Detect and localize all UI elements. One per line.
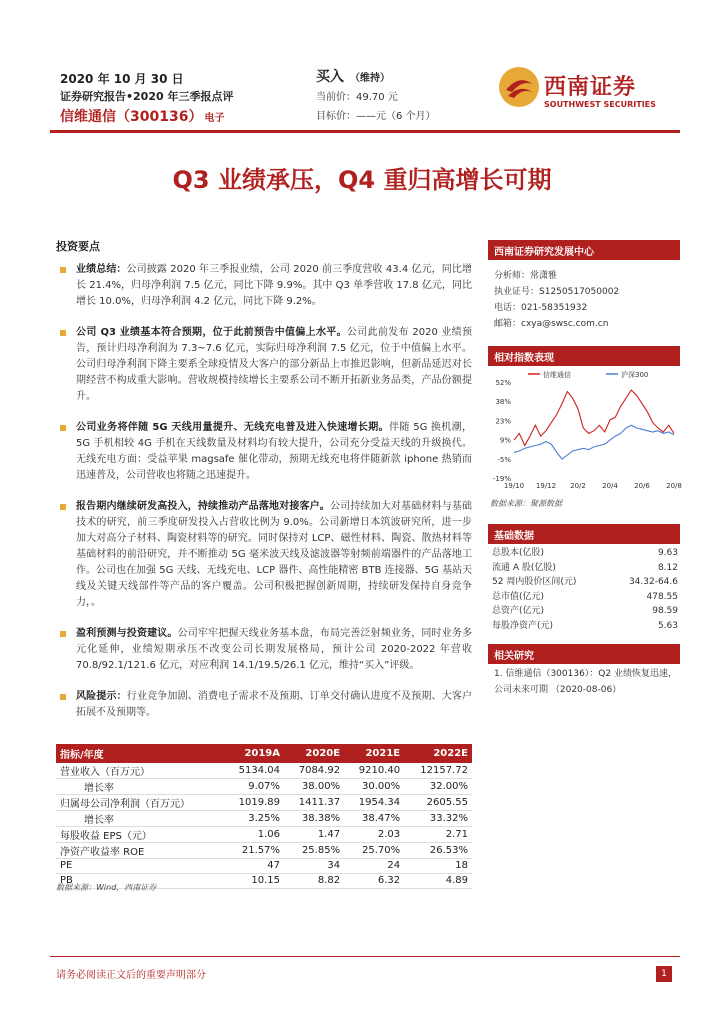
bullet-item — [56, 262, 472, 310]
x-tick-label: 19/10 — [503, 482, 525, 490]
series-line-1 — [514, 390, 674, 445]
table-row-label: PB — [56, 873, 224, 888]
table-header-cell: 指标/年度 — [56, 744, 224, 763]
y-tick-label: -19% — [492, 475, 511, 483]
x-tick-label: 20/8 — [666, 482, 682, 490]
financial-table — [56, 744, 472, 889]
table-cell: 8.82 — [284, 873, 344, 888]
table-cell: 38.47% — [344, 811, 404, 827]
base-data-value: 5.63 — [657, 620, 678, 631]
table-cell: 24 — [344, 859, 404, 874]
company-logo — [498, 66, 688, 122]
bullet-item — [56, 626, 472, 674]
table-cell: 26.53% — [404, 843, 472, 859]
bullet-item — [56, 689, 472, 721]
table-cell: 9.07% — [224, 779, 284, 795]
table-cell: 47 — [224, 859, 284, 874]
chart-source: 数据来源：聚源数据 — [490, 499, 562, 508]
base-data-row — [492, 575, 678, 590]
table-cell: 1954.34 — [344, 795, 404, 811]
financial-table-header — [56, 744, 472, 763]
analyst-line: 电话：021-58351932 — [494, 303, 588, 313]
analyst-line: 执业证号：S1250517050002 — [494, 287, 620, 297]
table-cell: 6.32 — [344, 873, 404, 888]
base-data-list — [492, 546, 678, 633]
bullet-item — [56, 420, 472, 484]
y-tick-label: -5% — [497, 455, 511, 464]
table-cell: 4.89 — [404, 873, 472, 888]
table-row-label: 净资产收益率 ROE — [56, 843, 224, 859]
bullet-body: 行业竞争加剧、消费电子需求不及预期、订单交付确认进度不及预期、大客户拓展不及预期等。 — [76, 691, 473, 718]
report-date: 2020 年 10 月 30 日 — [60, 72, 184, 86]
table-cell: 38.38% — [284, 811, 344, 827]
x-tick-label: 20/6 — [634, 482, 650, 490]
table-row-label: 归属母公司净利润（百万元） — [56, 795, 224, 811]
table-row — [56, 843, 472, 859]
bullet-head: 报告期内继续研发高投入，持续推动产品落地对接客户。 — [76, 501, 330, 512]
y-tick-label: 52% — [495, 379, 511, 387]
target-price: 目标价：——元（6 个月） — [316, 111, 436, 122]
section-head-investment: 投资要点 — [56, 240, 100, 253]
base-data-row — [492, 619, 678, 634]
company-name — [60, 106, 224, 126]
report-type: 证券研究报告•2020 年三季报点评 — [60, 90, 234, 103]
table-cell: 21.57% — [224, 843, 284, 859]
table-cell: 7084.92 — [284, 763, 344, 779]
base-data-row — [492, 561, 678, 576]
table-row — [56, 827, 472, 843]
base-data-label: 流通 A 股(亿股) — [492, 562, 556, 573]
table-cell: 1.47 — [284, 827, 344, 843]
table-row-label: 增长率 — [56, 779, 224, 795]
table-row-label: 营业收入（百万元） — [56, 763, 224, 779]
y-tick-label: 23% — [495, 417, 511, 426]
base-data-row — [492, 590, 678, 605]
bullet-body: 公司此前发布 2020 业绩预告，预计归母净利润为 7.3~7.6 亿元，实际归母净利润 7.5 亿元，位于中值偏上水平。公司归母净利润下降主要系全球疫情及大客户的部分新品上市推迟影响，但新品延迟对长期经营不构成重大影响。营收规模持续增长主要系公司不断开拓新业务品类，产品份额提升。 — [76, 327, 472, 402]
bullet-item — [56, 325, 472, 405]
bullet-head: 业绩总结： — [76, 264, 127, 275]
analyst-info — [494, 268, 619, 332]
table-cell: 25.85% — [284, 843, 344, 859]
table-header-cell: 2019A — [224, 744, 284, 763]
base-data-head: 基础数据 — [488, 524, 680, 544]
bullet-body: 公司持续加大对基础材料与基础技术的研究，前三季度研发投入占营收比例为 9.0%。公司新增日本筑波研究所，进一步加大对高分子材料、陶瓷材料等的研究。同时保持对 LCP、磁性材料、陶瓷、散热材料等基础材料的前沿研究，并不断推动 5G 毫米波天线及滤波器等射频前端器件的产品落地工作。公司也在加强 5G 天线、无线充电、LCP 器件、高性能精密 BTB 连接器、5G 基站天线及关键天线部件等产品的客户覆盖。公司积极把握创新周期，持续研发保持自身竞争力，。 — [76, 501, 473, 608]
related-item[interactable]: 1. 信维通信（300136）：Q2 业绩恢复迅速，公司未来可期 （2020-08-06） — [494, 669, 677, 695]
research-center-head: 西南证券研究发展中心 — [488, 240, 680, 260]
current-price: 当前价：49.70 元 — [316, 92, 398, 103]
rating — [316, 66, 390, 86]
table-cell: 2605.55 — [404, 795, 472, 811]
x-tick-label: 19/12 — [535, 482, 557, 490]
relative-index-head: 相对指数表现 — [488, 346, 680, 366]
footer-disclaimer: 请务必阅读正文后的重要声明部分 — [56, 970, 206, 981]
bullet-head: 风险提示： — [76, 691, 127, 702]
logo-mark-icon — [498, 66, 540, 108]
bullet-body: 伴随 5G 换机潮，5G 手机相较 4G 手机在天线数量及材料均有较大提升，公司充分受益天线的升级换代。无线充电方面：受益苹果 magsafe 催化带动，预期无线充电将伴随新款 iphone 热销而迅速普及，公司营收也将随之迅速提升。 — [76, 422, 473, 481]
table-cell: 34 — [284, 859, 344, 874]
table-cell: 25.70% — [344, 843, 404, 859]
report-title: Q3 业绩承压，Q4 重归高增长可期 — [172, 166, 552, 194]
y-tick-label: 9% — [499, 436, 511, 445]
table-row-label: 每股收益 EPS（元） — [56, 827, 224, 843]
table-cell: 12157.72 — [404, 763, 472, 779]
page-number: 1 — [656, 966, 672, 982]
table-cell: 5134.04 — [224, 763, 284, 779]
table-header-cell: 2021E — [344, 744, 404, 763]
x-tick-label: 20/2 — [570, 482, 586, 490]
base-data-row — [492, 546, 678, 561]
table-cell: 33.32% — [404, 811, 472, 827]
header-divider — [50, 130, 680, 133]
table-cell: 9210.40 — [344, 763, 404, 779]
table-cell: 10.15 — [224, 873, 284, 888]
legend-label: 沪深300 — [621, 371, 649, 379]
base-data-label: 总股本(亿股) — [492, 548, 545, 558]
base-data-value: 478.55 — [646, 591, 678, 602]
base-data-label: 每股净资产(元) — [492, 620, 554, 631]
bullet-head: 公司业务将伴随 5G 天线用量提升、无线充电普及进入快速增长期。 — [76, 422, 389, 433]
bullet-head: 公司 Q3 业绩基本符合预期，位于此前预告中值偏上水平。 — [76, 327, 347, 338]
table-cell: 38.00% — [284, 779, 344, 795]
base-data-row — [492, 604, 678, 619]
base-data-label: 总市值(亿元) — [492, 591, 545, 602]
table-row-label: 增长率 — [56, 811, 224, 827]
analyst-line: 邮箱：cxya@swsc.com.cn — [494, 319, 609, 329]
table-row — [56, 763, 472, 779]
industry-label: 电子 — [204, 113, 225, 124]
logo-en-text: SOUTHWEST SECURITIES — [544, 100, 656, 109]
related-research-list — [494, 666, 678, 698]
bullet-body: 公司披露 2020 年三季报业绩，公司 2020 前三季度营收 43.4 亿元，同比增长 21.4%，归母净利润 7.5 亿元，同比下降 9.9%。其中 Q3 单季营收 17.8 亿元，同比增长 10.0%，归母净利润 4.2 亿元，同比下降 9.2%。 — [76, 264, 472, 307]
table-cell: 30.00% — [344, 779, 404, 795]
bullet-head: 盈利预测与投资建议。 — [76, 628, 178, 639]
rating-note: （维持） — [350, 73, 390, 84]
table-cell: 2.71 — [404, 827, 472, 843]
table-cell: 32.00% — [404, 779, 472, 795]
table-cell: 18 — [404, 859, 472, 874]
table-row — [56, 859, 472, 874]
base-data-value: 8.12 — [657, 562, 678, 573]
rating-value: 买入 — [316, 69, 344, 85]
table-header-cell: 2020E — [284, 744, 344, 763]
base-data-value: 98.59 — [652, 606, 678, 616]
relative-index-chart — [488, 368, 680, 496]
base-data-label: 总资产(亿元) — [492, 606, 545, 616]
financial-table-source: 数据来源：Wind，西南证券 — [56, 883, 157, 892]
y-tick-label: 38% — [495, 398, 511, 407]
table-cell: 1019.89 — [224, 795, 284, 811]
table-header-cell: 2022E — [404, 744, 472, 763]
table-cell: 3.25% — [224, 811, 284, 827]
analyst-line: 分析师：常潇雅 — [494, 271, 558, 281]
bullet-item — [56, 499, 472, 611]
table-cell: 1411.37 — [284, 795, 344, 811]
logo-cn-text: 西南证券 — [544, 74, 637, 100]
x-tick-label: 20/4 — [602, 482, 618, 490]
base-data-label: 52 周内股价区间(元) — [492, 577, 577, 587]
table-cell: 1.06 — [224, 827, 284, 843]
base-data-value: 34.32-64.6 — [628, 577, 678, 587]
bullet-body: 公司牢牢把握天线业务基本盘，布局完善泛射频业务，同时业务多元化延伸，业绩短期承压不改变公司长期发展格局，预计公司 2020-2022 年营收 70.8/92.1/121.6 亿元，对应利润 14.1/19.5/26.1 亿元，维持“买入”评级。 — [76, 628, 473, 671]
table-row — [56, 779, 472, 795]
related-research-head: 相关研究 — [488, 644, 680, 664]
company-name-text: 信维通信（300136） — [60, 109, 203, 125]
investment-bullets — [56, 262, 472, 736]
table-row — [56, 811, 472, 827]
table-row-label: PE — [56, 859, 224, 874]
table-row — [56, 795, 472, 811]
base-data-value: 9.63 — [657, 548, 678, 558]
footer-divider — [50, 956, 680, 957]
table-cell: 2.03 — [344, 827, 404, 843]
legend-label: 信维通信 — [543, 371, 571, 379]
